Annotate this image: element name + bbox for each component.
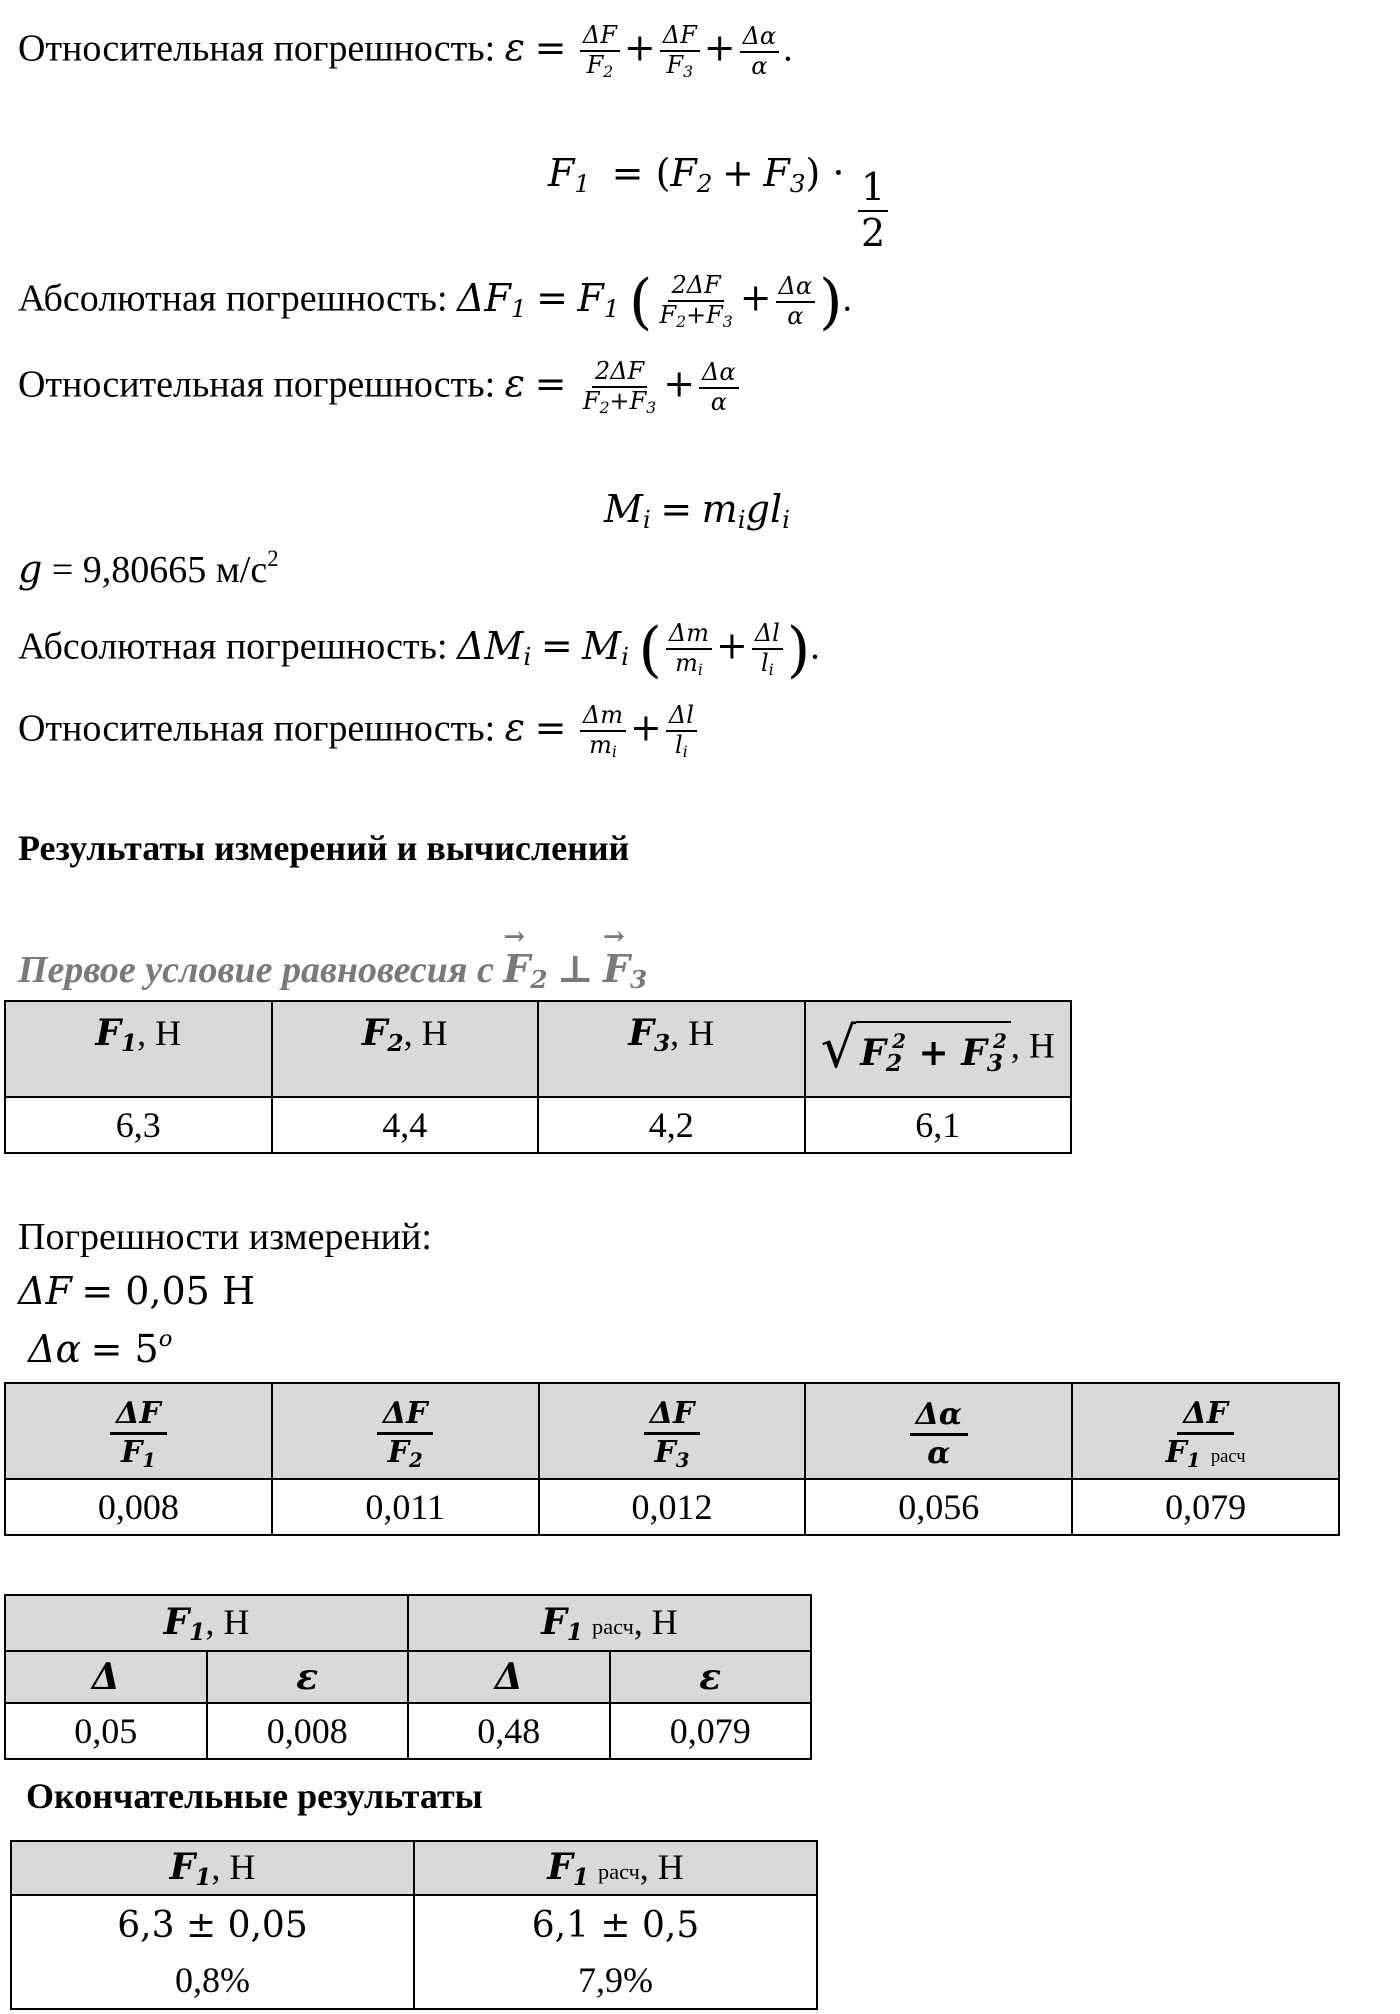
table-header: √ $F_2^2 + F_3^2$ , Н bbox=[805, 1001, 1072, 1097]
table-cell: 4,4 bbox=[272, 1097, 539, 1153]
table-header: $F_1$, Н bbox=[11, 1841, 414, 1895]
abs-error-label: Абсолютная погрешность: bbox=[18, 625, 448, 668]
formula-rel-error-2: Относительная погрешность: ε = $\frac{2\Delta F}{F_2+F_3}$ + $\frac{\Delta\alpha}{\alpha}$ bbox=[18, 358, 743, 417]
table-cell: 0,05 bbox=[5, 1703, 207, 1759]
table-relative-errors bbox=[4, 1382, 1340, 1536]
table-header: $\frac{\Delta F}{F_1}$ bbox=[5, 1383, 272, 1479]
table-subheader: ε bbox=[207, 1651, 409, 1703]
formula-abs-error-1: Абсолютная погрешность: $\Delta F_1 = F_1$ ( $\frac{2\Delta F}{F_2+F_3}$ + $\frac{\Delta\alpha}{\alpha}$ ). bbox=[18, 267, 853, 337]
table-cell: 4,2 bbox=[538, 1097, 805, 1153]
formula-moment: $M_i = m_igl_i$ bbox=[604, 487, 791, 535]
rel-error-label: Относительная погрешность: bbox=[18, 363, 496, 406]
table-final-results bbox=[10, 1840, 818, 2010]
table-row bbox=[5, 1479, 1339, 1535]
formula-rel-error-1: Относительная погрешность: ε = $\frac{\Delta F}{F_2}$ + $\frac{\Delta F}{F_3}$ + $\frac{\Delta\alpha}{\alpha}$ . bbox=[18, 21, 793, 81]
g-value: = 9,80665 м/с bbox=[51, 548, 268, 591]
table-cell: 6,3 bbox=[5, 1097, 272, 1153]
table-abs-rel-errors bbox=[4, 1594, 812, 1760]
results-heading: Результаты измерений и вычислений bbox=[18, 828, 630, 868]
table-header: $F_1$, Н bbox=[5, 1595, 408, 1651]
rel-error-label: Относительная погрешность: bbox=[18, 707, 496, 750]
table-cell: 0,48 bbox=[408, 1703, 610, 1759]
table-cell: 0,079 bbox=[610, 1703, 812, 1759]
table-header: $\frac{\Delta F}{F_3}$ bbox=[539, 1383, 806, 1479]
table-row bbox=[5, 1097, 1071, 1153]
table-cell: 6,1 bbox=[805, 1097, 1072, 1153]
delta-f-value: = 0,05 Н bbox=[81, 1269, 256, 1313]
delta-alpha-value: = 5 bbox=[90, 1326, 159, 1371]
table-cell: 0,011 bbox=[272, 1479, 539, 1535]
table-cell: 0,008 bbox=[207, 1703, 409, 1759]
table-header: $\frac{\Delta\alpha}{\alpha}$ bbox=[805, 1383, 1072, 1479]
table-subheader: Δ bbox=[408, 1651, 610, 1703]
table-header: $F_1$, Н bbox=[5, 1001, 272, 1097]
table-cell: 0,056 bbox=[805, 1479, 1072, 1535]
table-cell: 0,008 bbox=[5, 1479, 272, 1535]
table-subheader: Δ bbox=[5, 1651, 207, 1703]
table-header: $F_3$, Н bbox=[538, 1001, 805, 1097]
table-cell: 0,012 bbox=[539, 1479, 806, 1535]
table-header: ΔF $F_1$ расч bbox=[1072, 1383, 1339, 1479]
table-row bbox=[11, 1895, 817, 2009]
formula-g: g = 9,80665 $м/с^2$ bbox=[18, 546, 279, 591]
delta-f-line: ΔF = 0,05 Н bbox=[18, 1269, 256, 1313]
rel-error-label: Относительная погрешность: bbox=[18, 27, 496, 70]
abs-error-label: Абсолютная погрешность: bbox=[18, 277, 448, 320]
table-header: $F_2$, Н bbox=[272, 1001, 539, 1097]
formula-f1: $F_1 = (F_2 + F_3)$ · $\frac{1}{2}$ bbox=[548, 154, 892, 255]
table-cell: 6,1 ± 0,5 7,9% bbox=[414, 1895, 817, 2009]
table-forces bbox=[4, 1000, 1072, 1154]
formula-rel-error-3: Относительная погрешность: ε = $\frac{\Delta m}{m_i}$ + $\frac{\Delta l}{l_i}$ bbox=[18, 702, 701, 761]
table-cell: 6,3 ± 0,05 0,8% bbox=[11, 1895, 414, 2009]
table-header: $\frac{\Delta F}{F_2}$ bbox=[272, 1383, 539, 1479]
table-cell: 0,079 bbox=[1072, 1479, 1339, 1535]
final-results-heading: Окончательные результаты bbox=[26, 1776, 483, 1816]
delta-alpha-line: $\Delta\alpha = 5^o$ bbox=[28, 1326, 173, 1371]
table-row bbox=[5, 1703, 811, 1759]
errors-label: Погрешности измерений: bbox=[18, 1216, 432, 1258]
first-condition-heading: Первое условие равновесия с $F_2$ → ⊥ $F_3$ → bbox=[18, 922, 648, 995]
table-header: $F_1$ расч, Н bbox=[408, 1595, 811, 1651]
table-header: $F_1$ расч, Н bbox=[414, 1841, 817, 1895]
table-subheader: ε bbox=[610, 1651, 812, 1703]
formula-abs-error-2: Абсолютная погрешность: $\Delta M_i = M_i$ ( $\frac{\Delta m}{m_i}$ + $\frac{\Delta l}{l_i}$ ). bbox=[18, 615, 820, 685]
